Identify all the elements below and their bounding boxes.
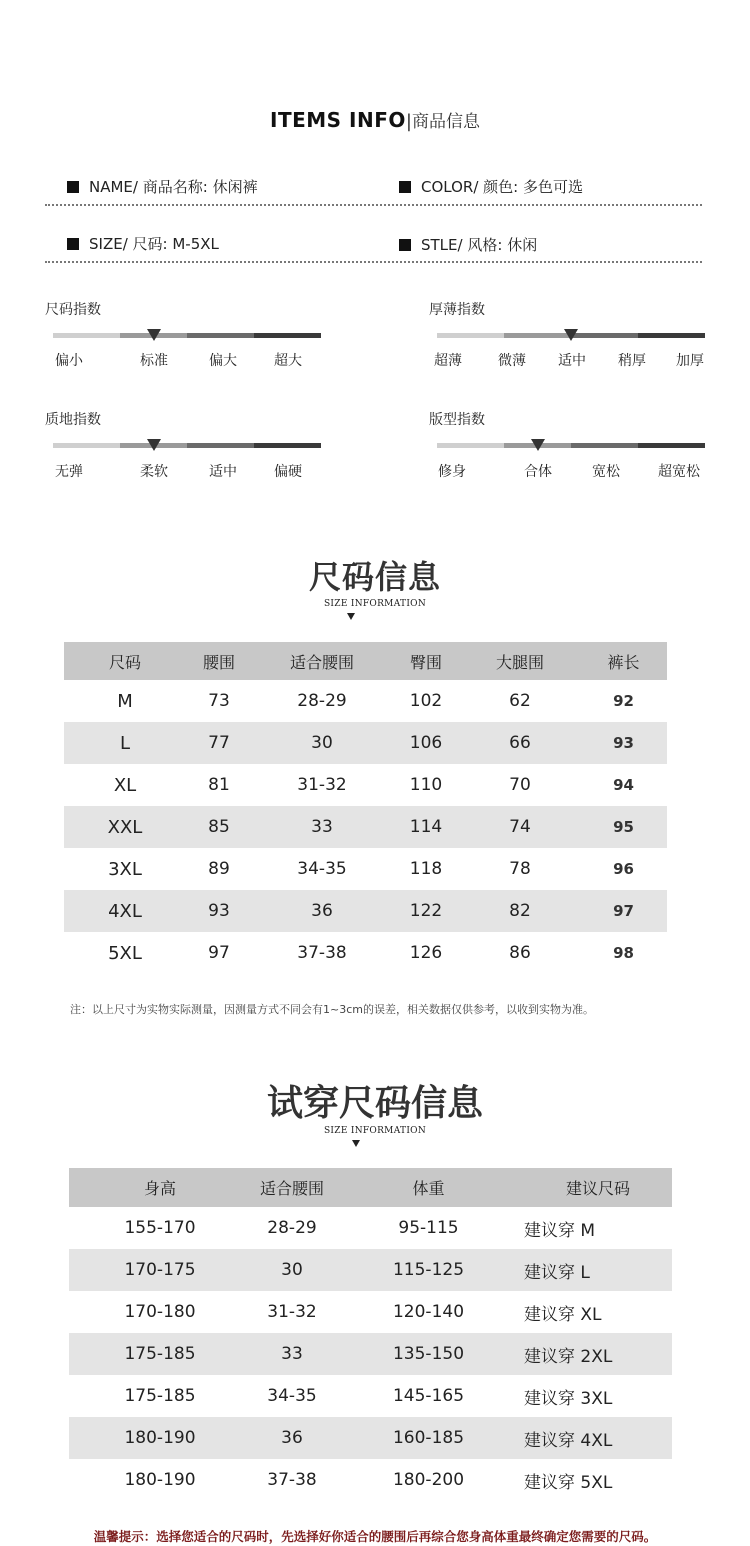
info-color — [399, 176, 583, 197]
table-cell: 33 — [252, 806, 392, 848]
info-style-label: STLE/ 风格: — [421, 236, 503, 254]
info-size-label: SIZE/ 尺码: — [89, 235, 168, 253]
table-row — [64, 806, 667, 848]
table-cell: 175-185 — [69, 1333, 251, 1375]
size-table-header-cell: 适合腰围 — [252, 642, 392, 680]
texture-index-label: 偏硬 — [274, 464, 302, 480]
texture-index-label: 柔软 — [140, 464, 168, 480]
table-cell: 135-150 — [333, 1333, 524, 1375]
table-cell: 97 — [580, 890, 667, 932]
info-style-value: 休闲 — [507, 236, 538, 254]
items-info-title-en: ITEMS INFO — [270, 108, 406, 132]
table-cell: 96 — [613, 860, 634, 878]
size-index-label: 标准 — [140, 353, 168, 369]
table-cell: 180-190 — [124, 1470, 196, 1490]
table-cell: 110 — [409, 775, 443, 795]
table-cell: 118 — [409, 859, 443, 879]
table-cell: 170-175 — [69, 1249, 251, 1291]
table-cell: 建议穿 4XL — [524, 1417, 672, 1459]
table-cell: 115-125 — [333, 1249, 524, 1291]
table-cell: 92 — [613, 692, 634, 710]
fit-index-scale — [437, 443, 705, 448]
table-cell: 94 — [613, 776, 634, 794]
items-info-title — [0, 107, 750, 132]
table-cell: 31-32 — [267, 1302, 317, 1322]
table-cell: M — [117, 690, 133, 712]
size-section-subtitle: SIZE INFORMATION — [323, 599, 427, 609]
table-cell: 4XL — [64, 890, 186, 932]
fit-section-subtitle: SIZE INFORMATION — [323, 1126, 427, 1136]
table-cell: 97 — [208, 943, 230, 963]
table-cell: 85 — [186, 806, 252, 848]
table-cell: 31-32 — [297, 775, 347, 795]
table-cell: 81 — [208, 775, 230, 795]
table-cell: 3XL — [108, 858, 142, 880]
table-cell: 建议穿 XL — [524, 1304, 602, 1325]
fit-table-header-cell: 适合腰围 — [251, 1168, 333, 1207]
table-cell: 180-190 — [69, 1417, 251, 1459]
bullet-square-icon — [399, 181, 411, 193]
table-cell: 70 — [509, 775, 531, 795]
table-row — [69, 1207, 672, 1249]
table-row — [69, 1333, 672, 1375]
table-cell: 33 — [251, 1333, 333, 1375]
size-table-header-cell: 臀围 — [392, 642, 460, 680]
fit-index-title: 版型指数 — [429, 412, 485, 428]
table-cell: XL — [113, 774, 137, 796]
table-cell: 建议穿 3XL — [524, 1388, 613, 1409]
table-cell: 30 — [252, 722, 392, 764]
size-index-scale — [53, 333, 321, 338]
dotted-divider — [45, 261, 702, 263]
size-index-title: 尺码指数 — [45, 302, 101, 318]
table-cell: 62 — [509, 691, 531, 711]
table-cell: 126 — [409, 943, 443, 963]
size-section-title: 尺码信息 — [308, 558, 441, 596]
bullet-square-icon — [399, 239, 411, 251]
size-table-header-cell: 裤长 — [580, 642, 667, 680]
thickness-index-label: 稍厚 — [618, 353, 646, 369]
items-info-title-zh: 商品信息 — [411, 112, 480, 132]
table-cell: 建议穿 M — [524, 1220, 596, 1241]
table-row — [69, 1375, 672, 1417]
table-cell: 36 — [251, 1417, 333, 1459]
size-table-header — [64, 642, 667, 680]
fit-index-marker-icon — [531, 439, 545, 451]
table-cell: 37-38 — [297, 943, 347, 963]
table-cell: L — [64, 722, 186, 764]
bullet-square-icon — [67, 238, 79, 250]
table-row — [69, 1249, 672, 1291]
texture-index-marker-icon — [147, 439, 161, 451]
table-cell: 77 — [186, 722, 252, 764]
table-cell: 114 — [392, 806, 460, 848]
table-cell: 73 — [208, 691, 230, 711]
fit-section-title: 试穿尺码信息 — [266, 1083, 483, 1124]
size-table-header-cell: 大腿围 — [460, 642, 580, 680]
thickness-index-marker-icon — [564, 329, 578, 341]
thickness-index-label: 加厚 — [676, 353, 704, 369]
table-cell: 30 — [251, 1249, 333, 1291]
table-cell: 86 — [509, 943, 531, 963]
table-cell: 93 — [186, 890, 252, 932]
table-row — [64, 722, 667, 764]
table-cell: 93 — [580, 722, 667, 764]
thickness-index-label: 微薄 — [498, 353, 526, 369]
thickness-index-title: 厚薄指数 — [429, 302, 485, 318]
fit-table-header-cell: 体重 — [333, 1168, 524, 1207]
thickness-index-label: 超薄 — [434, 353, 462, 369]
table-cell: 95 — [580, 806, 667, 848]
table-row — [69, 1417, 672, 1459]
bullet-square-icon — [67, 181, 79, 193]
table-cell: 170-180 — [124, 1302, 196, 1322]
info-style — [399, 234, 537, 255]
table-cell: 78 — [509, 859, 531, 879]
table-row — [64, 764, 667, 806]
table-cell: XXL — [64, 806, 186, 848]
table-cell: 89 — [208, 859, 230, 879]
down-arrow-icon — [347, 613, 355, 620]
info-size — [67, 233, 219, 254]
table-cell: 145-165 — [392, 1386, 465, 1406]
texture-index-label: 适中 — [209, 464, 237, 480]
table-cell: 175-185 — [124, 1386, 196, 1406]
table-cell: 34-35 — [267, 1386, 317, 1406]
table-cell: 36 — [252, 890, 392, 932]
table-row — [64, 932, 667, 974]
dotted-divider — [45, 204, 702, 206]
table-cell: 155-170 — [124, 1218, 196, 1238]
info-color-value: 多色可选 — [523, 178, 584, 196]
size-tip: 温馨提示：选择您适合的尺码时，先选择好你适合的腰围后再综合您身高体重最终确定您需要的尺码。 — [93, 1529, 657, 1544]
table-row — [64, 680, 667, 722]
size-note: 注：以上尺寸为实物实际测量，因测量方式不同会有1~3cm的误差，相关数据仅供参考，以收到实物为准。 — [70, 1003, 594, 1016]
table-cell: 180-200 — [392, 1470, 465, 1490]
table-cell: 5XL — [108, 942, 142, 964]
fit-table-header-cell: 身高 — [69, 1168, 251, 1207]
table-row — [64, 848, 667, 890]
table-cell: 122 — [392, 890, 460, 932]
texture-index-title: 质地指数 — [45, 412, 101, 428]
texture-index-label: 无弹 — [55, 464, 83, 480]
table-row — [69, 1291, 672, 1333]
fit-table-header-cell: 建议尺码 — [524, 1168, 672, 1207]
table-cell: 106 — [392, 722, 460, 764]
table-row — [64, 890, 667, 932]
table-cell: 74 — [460, 806, 580, 848]
fit-index-label: 宽松 — [592, 464, 620, 480]
table-cell: 28-29 — [297, 691, 347, 711]
size-table-header-cell: 腰围 — [186, 642, 252, 680]
size-index-marker-icon — [147, 329, 161, 341]
fit-index-label: 合体 — [524, 464, 552, 480]
size-index-label: 偏小 — [55, 353, 83, 369]
info-color-label: COLOR/ 颜色: — [421, 178, 519, 196]
info-name-label: NAME/ 商品名称: — [89, 178, 208, 196]
thickness-index-label: 适中 — [558, 353, 586, 369]
size-table — [64, 642, 667, 974]
table-cell: 98 — [613, 944, 634, 962]
table-cell: 37-38 — [267, 1470, 317, 1490]
table-cell: 34-35 — [297, 859, 347, 879]
table-cell: 160-185 — [333, 1417, 524, 1459]
fit-table — [69, 1168, 672, 1501]
size-index-label: 超大 — [274, 353, 302, 369]
table-cell: 建议穿 L — [524, 1249, 672, 1291]
down-arrow-icon — [352, 1140, 360, 1147]
info-name-value: 休闲裤 — [212, 178, 258, 196]
table-cell: 82 — [460, 890, 580, 932]
fit-index-label: 修身 — [438, 464, 466, 480]
table-cell: 66 — [460, 722, 580, 764]
table-cell: 建议穿 2XL — [524, 1333, 672, 1375]
texture-index-scale — [53, 443, 321, 448]
size-index-label: 偏大 — [209, 353, 237, 369]
table-cell: 95-115 — [398, 1218, 459, 1238]
table-cell: 102 — [409, 691, 443, 711]
info-name — [67, 176, 258, 197]
fit-table-header — [69, 1168, 672, 1207]
table-cell: 120-140 — [392, 1302, 465, 1322]
table-cell: 建议穿 5XL — [524, 1472, 613, 1493]
table-row — [69, 1459, 672, 1501]
size-table-header-cell: 尺码 — [64, 642, 186, 680]
items-info-title-sep: | — [405, 111, 412, 132]
table-cell: 28-29 — [267, 1218, 317, 1238]
info-size-value: M-5XL — [172, 235, 219, 253]
fit-index-label: 超宽松 — [658, 464, 700, 480]
